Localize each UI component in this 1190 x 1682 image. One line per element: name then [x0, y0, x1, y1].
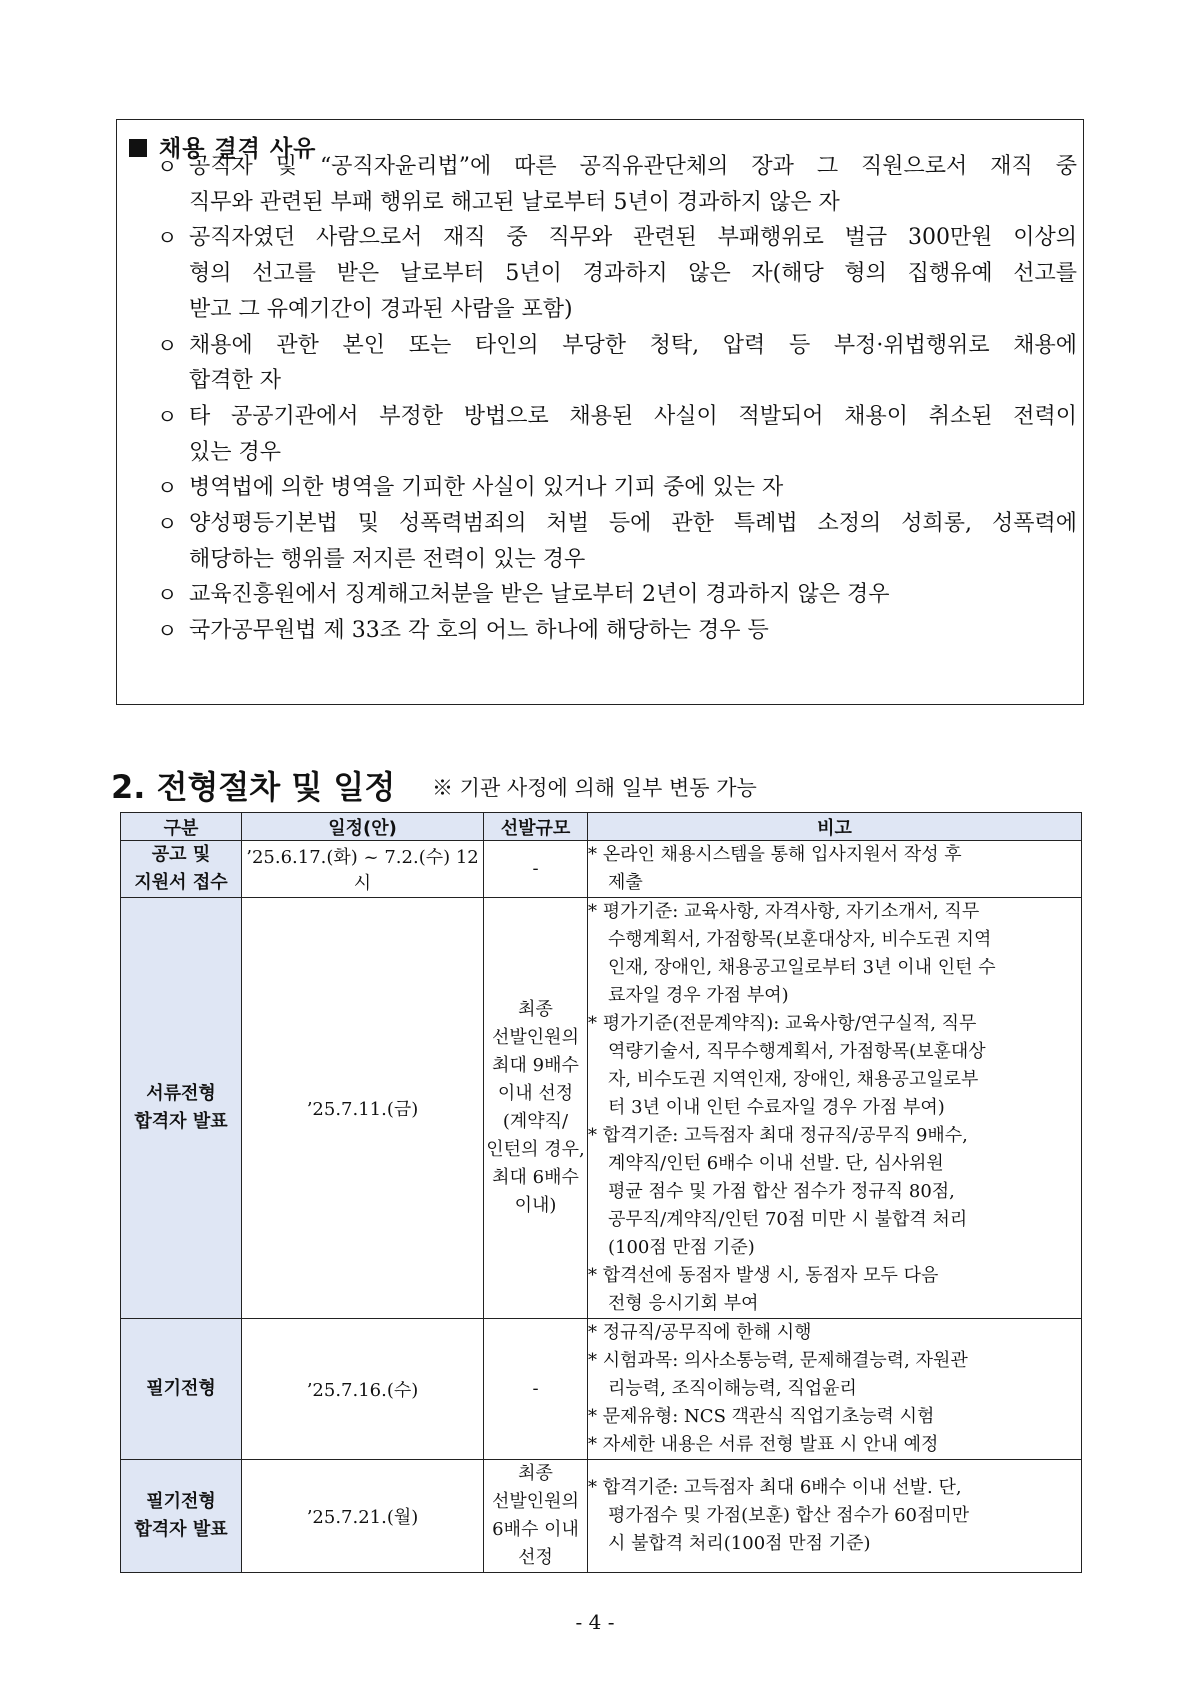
bullet-icon: ㅇ — [157, 512, 178, 536]
cell-size: 최종 선발인원의 최대 9배수 이내 선정 (계약직/ 인턴의 경우, 최대 6배수 이내) — [484, 898, 588, 1319]
note-line: * 평가기준(전문계약직): 교육사항/연구실적, 직무 — [588, 1013, 977, 1034]
list-item-line: 있는 경우 — [189, 439, 282, 465]
cell-date: ’25.7.21.(월) — [242, 1460, 484, 1573]
list-item-line: 교육진흥원에서 징계해고처분을 받은 날로부터 2년이 경과하지 않은 경우 — [189, 582, 890, 608]
note-line: 터 3년 이내 인턴 수료자일 경우 가점 부여) — [608, 1097, 945, 1118]
list-item-line: 공직자 및 “공직자윤리법”에 따른 공직유관단체의 장과 그 직원으로서 재직 중 — [189, 154, 1077, 179]
note-line: (100점 만점 기준) — [608, 1237, 755, 1258]
bullet-icon: ㅇ — [157, 583, 178, 608]
disqualification-title: 채용 결격 사유 — [129, 130, 316, 163]
bullet-icon: ㅇ — [157, 476, 178, 501]
cell-notes — [588, 1460, 1082, 1573]
list-item-line: 합격한 자 — [189, 368, 282, 394]
section-title: 2. 전형절차 및 일정 — [111, 768, 396, 806]
header-date: 일정(안) — [242, 813, 484, 841]
disqualification-box — [116, 119, 1084, 705]
cell-notes — [588, 898, 1082, 1319]
list-item-line: 해당하는 행위를 저지른 전력이 있는 경우 — [189, 546, 586, 572]
note-line: 역량기술서, 직무수행계획서, 가점항목(보훈대상 — [608, 1041, 986, 1062]
header-category: 구분 — [121, 813, 242, 841]
note-line: 수행계획서, 가점항목(보훈대상자, 비수도권 지역 — [608, 929, 992, 950]
note-line: 리능력, 조직이해능력, 직업윤리 — [608, 1378, 857, 1399]
note-line: * 합격기준: 고득점자 최대 정규직/공무직 9배수, — [588, 1125, 968, 1146]
cell-category: 필기전형 — [121, 1319, 242, 1460]
cell-category: 필기전형 합격자 발표 — [121, 1460, 242, 1573]
list-item-line: 받고 그 유예기간이 경과된 사람을 포함) — [189, 296, 573, 322]
list-item-line: 공직자였던 사람으로서 재직 중 직무와 관련된 부패행위로 벌금 300만원 이상의 — [189, 225, 1077, 251]
list-item-line: 국가공무원법 제 33조 각 호의 어느 하나에 해당하는 경우 등 — [189, 618, 769, 644]
list-item-line: 직무와 관련된 부패 행위로 해고된 날로부터 5년이 경과하지 않은 자 — [189, 189, 840, 215]
cell-size: - — [484, 841, 588, 898]
cell-category: 공고 및 지원서 접수 — [121, 841, 242, 898]
list-item-line: 양성평등기본법 및 성폭력범죄의 처벌 등에 관한 특례법 소정의 성희롱, 성폭력에 — [189, 511, 1077, 536]
note-line: * 시험과목: 의사소통능력, 문제해결능력, 자원관 — [588, 1350, 968, 1371]
cell-notes — [588, 1319, 1082, 1460]
note-line: 자, 비수도권 지역인재, 장애인, 채용공고일로부 — [608, 1069, 979, 1090]
page-number: - 4 - — [575, 1610, 615, 1634]
note-line: * 문제유형: NCS 객관식 직업기초능력 시험 — [588, 1406, 935, 1427]
note-line: * 정규직/공무직에 한해 시행 — [588, 1322, 812, 1343]
note-line: 시 불합격 처리(100점 만점 기준) — [608, 1533, 871, 1554]
bullet-icon: ㅇ — [157, 404, 178, 429]
table-row — [121, 1319, 1082, 1460]
table-row — [121, 1460, 1082, 1573]
table-row — [121, 841, 1082, 898]
cell-size: - — [484, 1319, 588, 1460]
note-line: * 합격기준: 고득점자 최대 6배수 이내 선발. 단, — [588, 1477, 962, 1498]
cell-category: 서류전형 합격자 발표 — [121, 898, 242, 1319]
disqualification-list — [117, 120, 1083, 704]
schedule-table — [120, 812, 1082, 1573]
bullet-icon: ㅇ — [157, 155, 178, 179]
cell-size: 최종 선발인원의 6배수 이내 선정 — [484, 1460, 588, 1573]
list-item-line: 형의 선고를 받은 날로부터 5년이 경과하지 않은 자(해당 형의 집행유예 선고를 — [189, 261, 1077, 287]
note-line: 료자일 경우 가점 부여) — [608, 985, 789, 1006]
bullet-icon: ㅇ — [157, 226, 178, 251]
section-note: ※ 기관 사정에 의해 일부 변동 가능 — [432, 776, 757, 800]
cell-date: ’25.6.17.(화) ~ 7.2.(수) 12시 — [242, 841, 484, 898]
note-line: * 온라인 채용시스템을 통해 입사지원서 작성 후 — [588, 844, 962, 865]
note-line: * 합격선에 동점자 발생 시, 동점자 모두 다음 — [588, 1265, 939, 1286]
note-line: * 평가기준: 교육사항, 자격사항, 자기소개서, 직무 — [588, 901, 980, 922]
list-item-line: 병역법에 의한 병역을 기피한 사실이 있거나 기피 중에 있는 자 — [189, 475, 784, 501]
cell-notes — [588, 841, 1082, 898]
note-line: 계약직/인턴 6배수 이내 선발. 단, 심사위원 — [608, 1153, 944, 1174]
table-header-row — [121, 813, 1082, 841]
bullet-icon: ㅇ — [157, 619, 178, 644]
cell-date: ’25.7.11.(금) — [242, 898, 484, 1319]
list-item-line: 타 공공기관에서 부정한 방법으로 채용된 사실이 적발되어 채용이 취소된 전력이 — [189, 403, 1077, 429]
note-line: 평균 점수 및 가점 합산 점수가 정규직 80점, — [608, 1181, 955, 1202]
table-row — [121, 898, 1082, 1319]
header-size: 선발규모 — [484, 813, 588, 841]
note-line: 평가점수 및 가점(보훈) 합산 점수가 60점미만 — [608, 1505, 970, 1526]
list-item-line: 채용에 관한 본인 또는 타인의 부당한 청탁, 압력 등 부정·위법행위로 채용에 — [189, 332, 1077, 358]
header-notes: 비고 — [588, 813, 1082, 841]
note-line: 제출 — [608, 872, 643, 893]
note-line: 공무직/계약직/인턴 70점 미만 시 불합격 처리 — [608, 1209, 968, 1230]
note-line: 전형 응시기회 부여 — [608, 1293, 759, 1314]
bullet-icon: ㅇ — [157, 333, 178, 358]
note-line: * 자세한 내용은 서류 전형 발표 시 안내 예정 — [588, 1434, 939, 1455]
note-line: 인재, 장애인, 채용공고일로부터 3년 이내 인턴 수 — [608, 957, 996, 978]
cell-date: ’25.7.16.(수) — [242, 1319, 484, 1460]
